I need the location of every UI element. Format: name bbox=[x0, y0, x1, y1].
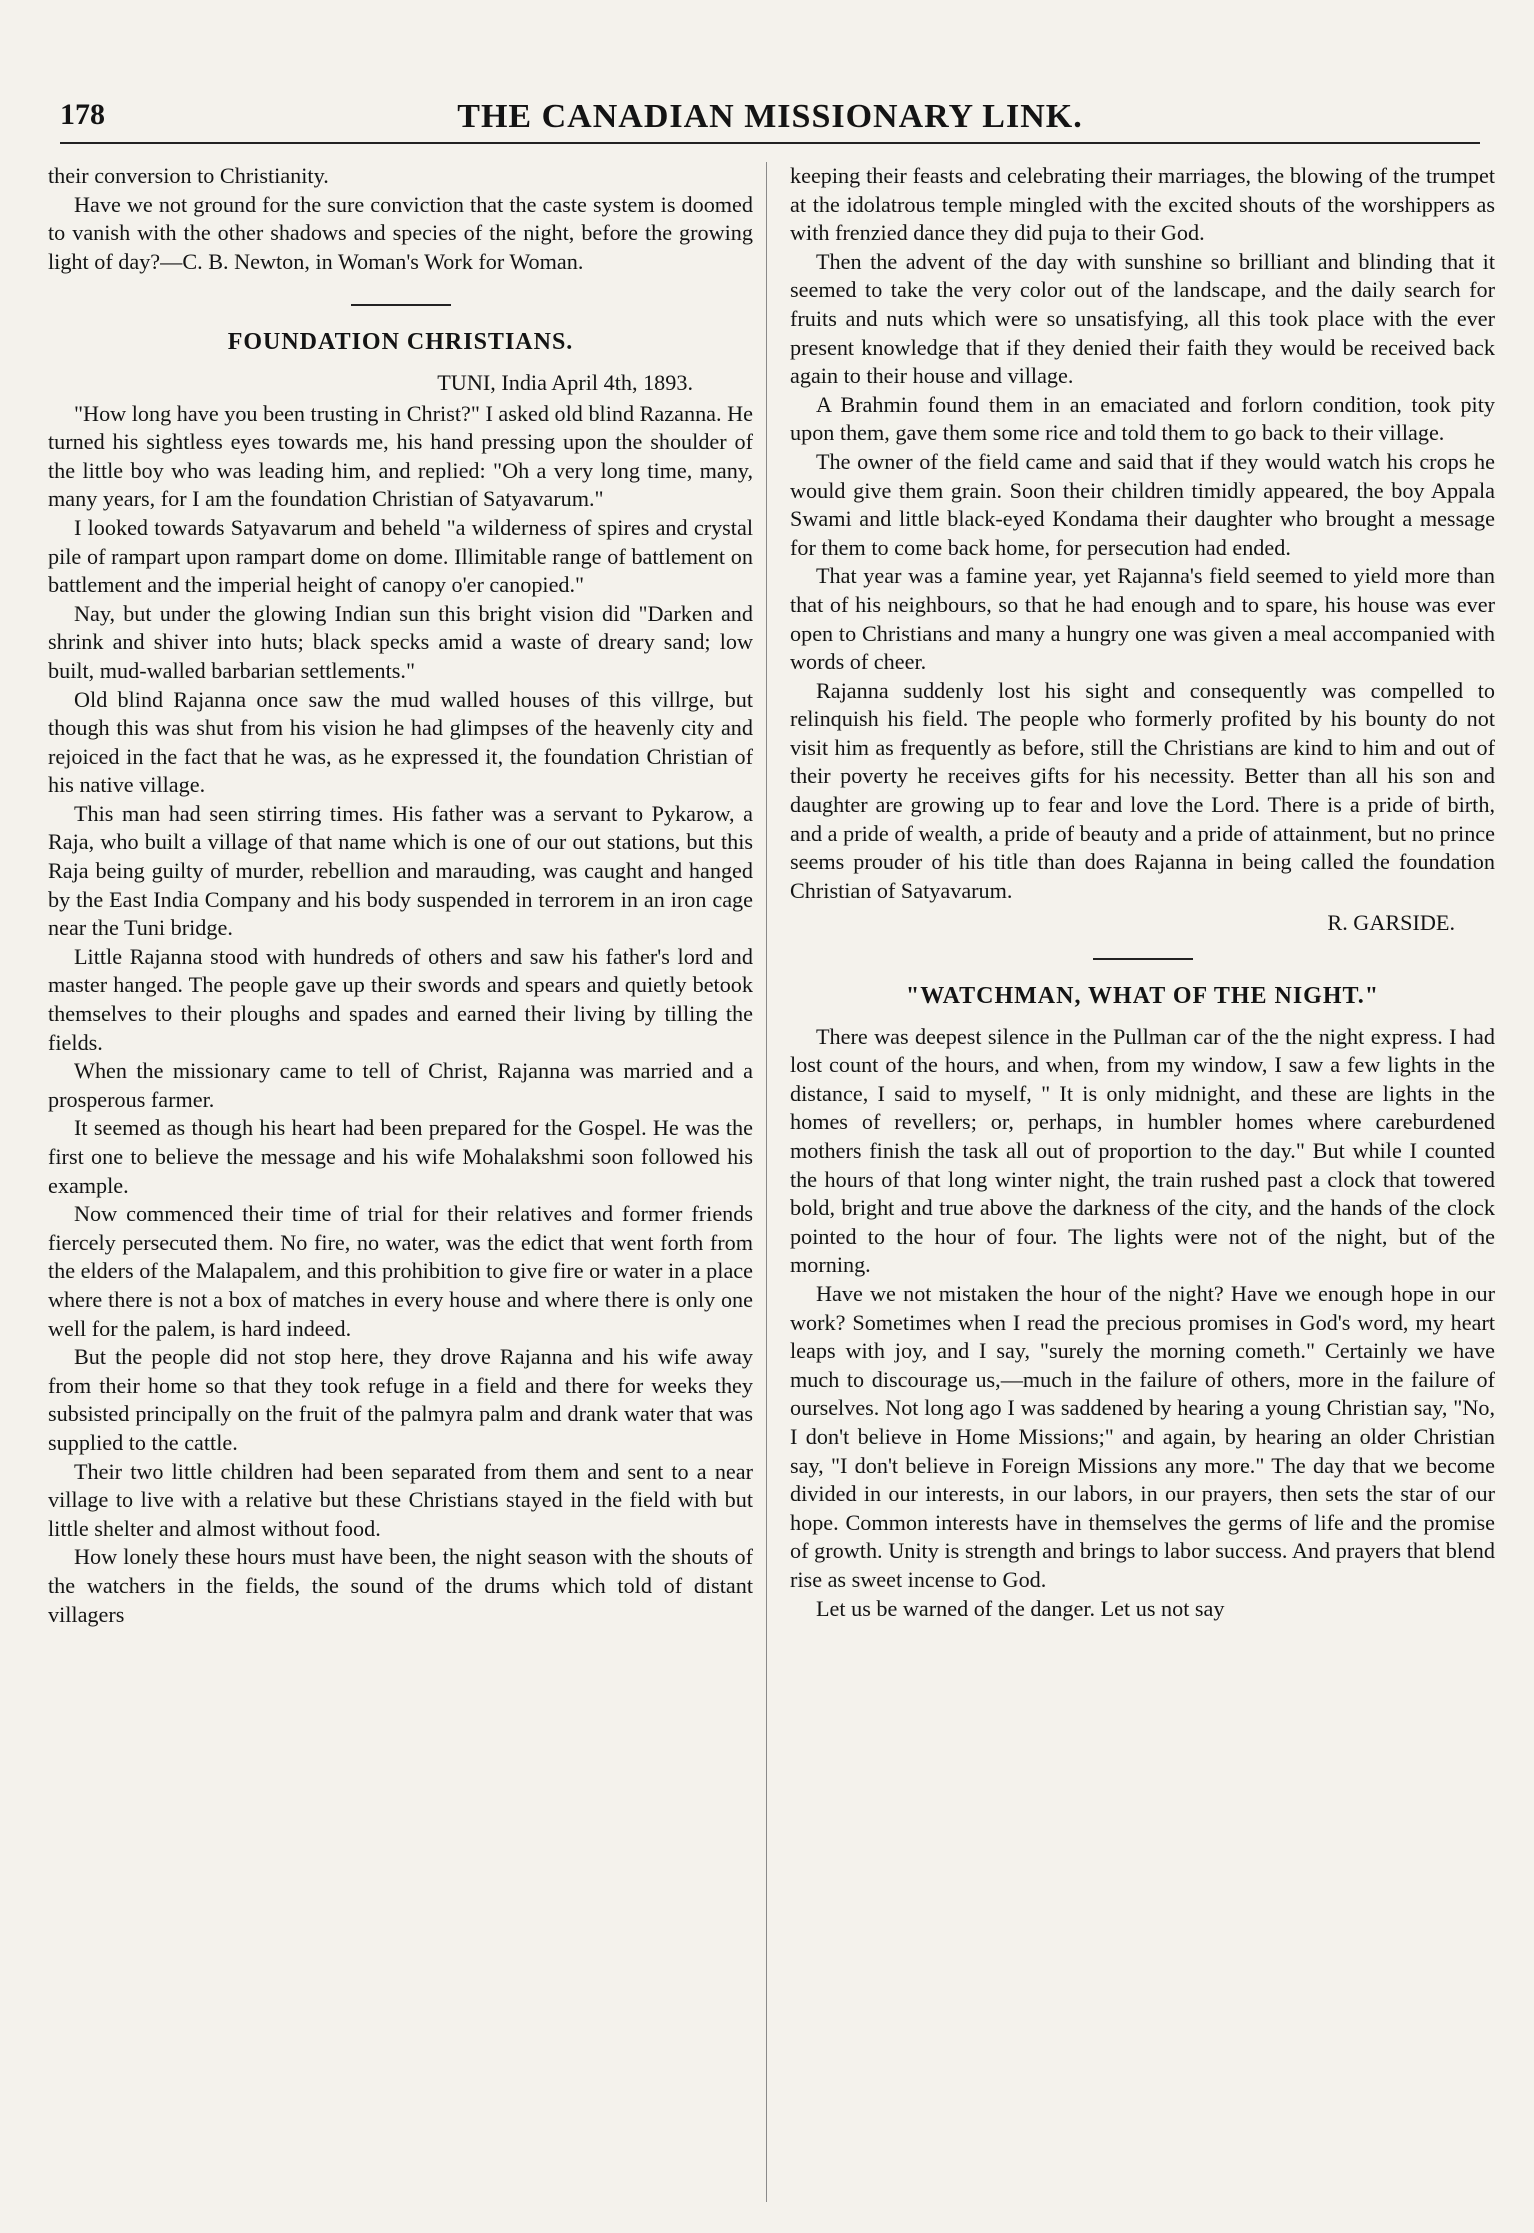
dateline: TUNI, India April 4th, 1893. bbox=[437, 369, 693, 395]
paragraph: their conversion to Christianity. bbox=[48, 163, 329, 188]
paragraph: There was deepest silence in the Pullman car of the the night express. I had lost count of the hours, and when, from my window, I saw a few lights in the distance, I said to myself, " It is only midnight, and these are lights in the homes of revellers; or, perhaps, in humbler homes where careburdened mothers finish the task all out of proportion to the day." But while I counted the hours of that long winter night, the train rushed past a clock that towered bold, bright and true above the darkness of the city, and the hands of the clock pointed to the hour of four. The lights were not of the night, but of the morning. bbox=[790, 1023, 1495, 1278]
paragraph: This man had seen stirring times. His father was a servant to Pykarow, a Raja, who built a village of that name which is one of our out stations, but this Raja being guilty of murder, rebellion and marauding, was caught and hanged by the East India Company and his body suspended in terrorem in an iron cage near the Tuni bridge. bbox=[48, 800, 753, 941]
paragraph: That year was a famine year, yet Rajanna's field seemed to yield more than that of his neighbours, so that he had enough and to spare, his house was ever open to Christians and many a hungry one was given a meal accompanied with words of cheer. bbox=[790, 563, 1495, 675]
column-rule bbox=[766, 162, 767, 2202]
page-number: 178 bbox=[60, 98, 105, 131]
paragraph: Rajanna suddenly lost his sight and consequently was compelled to relinquish his field. The people who formerly profited by his bounty do not visit him as frequently as before, still the Christians are kind to him and out of their poverty he receives gifts for his necessity. Better than all his son and daughter are growing up to fear and love the Lord. There is a pride of birth, and a pride of wealth, a pride of beauty and a pride of attainment, but no prince seems prouder of his title than does Rajanna in being called the foundation Christian of Satyavarum. bbox=[790, 677, 1495, 903]
paragraph: Have we not ground for the sure conviction that the caste system is doomed to vanish with the other shadows and species of the night, before the growing light of day?—C. B. Newton, in Woman's Work for Woman. bbox=[48, 191, 753, 274]
paragraph: Now commenced their time of trial for their relatives and former friends fiercely persecuted them. No fire, no water, was the edict that went forth from the elders of the Malapalem, and this prohibition to give fire or water in a place where there is not a box of matches in every house and where there is only one well for the palem, is hard indeed. bbox=[48, 1201, 753, 1341]
page-header bbox=[60, 92, 1480, 144]
section-divider bbox=[1093, 958, 1193, 960]
paragraph: The owner of the field came and said that if they would watch his crops he would give them grain. Soon their children timidly appeared, the boy Appala Swami and little black-eyed Kondama their daughter who brought a message for them to come back home, for persecution had ended. bbox=[790, 448, 1495, 560]
paragraph: How lonely these hours must have been, the night season with the shouts of the watchers in the fields, the sound of the drums which told of distant villagers bbox=[48, 1544, 753, 1627]
paragraph: "How long have you been trusting in Christ?" I asked old blind Razanna. He turned his sightless eyes towards me, his hand pressing upon the shoulder of the little boy who was leading him, and replied: "Oh a very long time, many, many years, for I am the foundation Christian of Satyavarum." bbox=[48, 400, 753, 512]
paragraph: Have we not mistaken the hour of the night? Have we enough hope in our work? Sometimes when I read the precious promises in God's word, my heart leaps with joy, and I say, "surely the morning cometh." Certainly we have much to discourage us,—much in the failure of others, more in the failure of ourselves. Not long ago I was saddened by hearing a young Christian say, "No, I don't believe in Home Missions;" and again, by hearing an older Christian say, "I don't believe in Foreign Missions any more." The day that we become divided in our interests, in our labors, in our prayers, then sets the star of our hope. Common interests have in themselves the germs of life and the promise of growth. Unity is strength and brings to labor success. And prayers that blend rise as sweet incense to God. bbox=[790, 1280, 1495, 1592]
foundation-christians-heading: FOUNDATION CHRISTIANS. bbox=[227, 329, 574, 356]
right-column bbox=[790, 162, 1495, 2202]
journal-title: THE CANADIAN MISSIONARY LINK. bbox=[457, 98, 1083, 135]
paragraph: When the missionary came to tell of Christ, Rajanna was married and a prosperous farmer. bbox=[48, 1058, 753, 1112]
paragraph: But the people did not stop here, they drove Rajanna and his wife away from their home so that they took refuge in a field and there for weeks they subsisted principally on the fruit of the palmyra palm and drank water that was supplied to the cattle. bbox=[48, 1344, 753, 1455]
paragraph: I looked towards Satyavarum and beheld "a wilderness of spires and crystal pile of rampart upon rampart dome on dome. Illimitable range of battlement on battlement and the imperial height of canopy o'er canopied." bbox=[48, 514, 753, 598]
paragraph: Let us be warned of the danger. Let us not say bbox=[816, 1595, 1225, 1621]
paragraph: Old blind Rajanna once saw the mud walled houses of this villrge, but though this was shut from his vision he had glimpses of the heavenly city and rejoiced in the fact that he was, as he expressed it, the foundation Christian of his native village. bbox=[48, 686, 753, 798]
paragraph: A Brahmin found them in an emaciated and forlorn condition, took pity upon them, gave them some rice and told them to go back to their village. bbox=[790, 391, 1495, 446]
paragraph: Nay, but under the glowing Indian sun this bright vision did "Darken and shrink and shiver into huts; black specks amid a waste of dreary sand; low built, mud-walled barbarian settlements." bbox=[48, 600, 753, 683]
watchman-heading: "WATCHMAN, WHAT OF THE NIGHT." bbox=[905, 983, 1380, 1010]
left-column bbox=[48, 162, 753, 2202]
paragraph: Then the advent of the day with sunshine so brilliant and blinding that it seemed to take the very color out of the landscape, and the daily search for fruits and nuts which were so unsatisfying, all this took place with the ever present knowledge that if they denied their faith they would be received back again to their house and village. bbox=[790, 248, 1495, 389]
paragraph: Little Rajanna stood with hundreds of others and saw his father's lord and master hanged. The people gave up their swords and spears and quietly betook themselves to their ploughs and spades and earned their living by tilling the fields. bbox=[48, 943, 753, 1055]
author-signature: R. GARSIDE. bbox=[1327, 910, 1455, 936]
section-divider bbox=[351, 304, 451, 306]
paragraph: keeping their feasts and celebrating their marriages, the blowing of the trumpet at the idolatrous temple mingled with the excited shouts of the worshippers as with frenzied dance they did puja to their God. bbox=[790, 163, 1495, 246]
paragraph: Their two little children had been separated from them and sent to a near village to live with a relative but these Christians stayed in the field with but little shelter and almost without food. bbox=[48, 1458, 753, 1541]
paragraph: It seemed as though his heart had been prepared for the Gospel. He was the first one to believe the message and his wife Mohalakshmi soon followed his example. bbox=[48, 1115, 753, 1198]
